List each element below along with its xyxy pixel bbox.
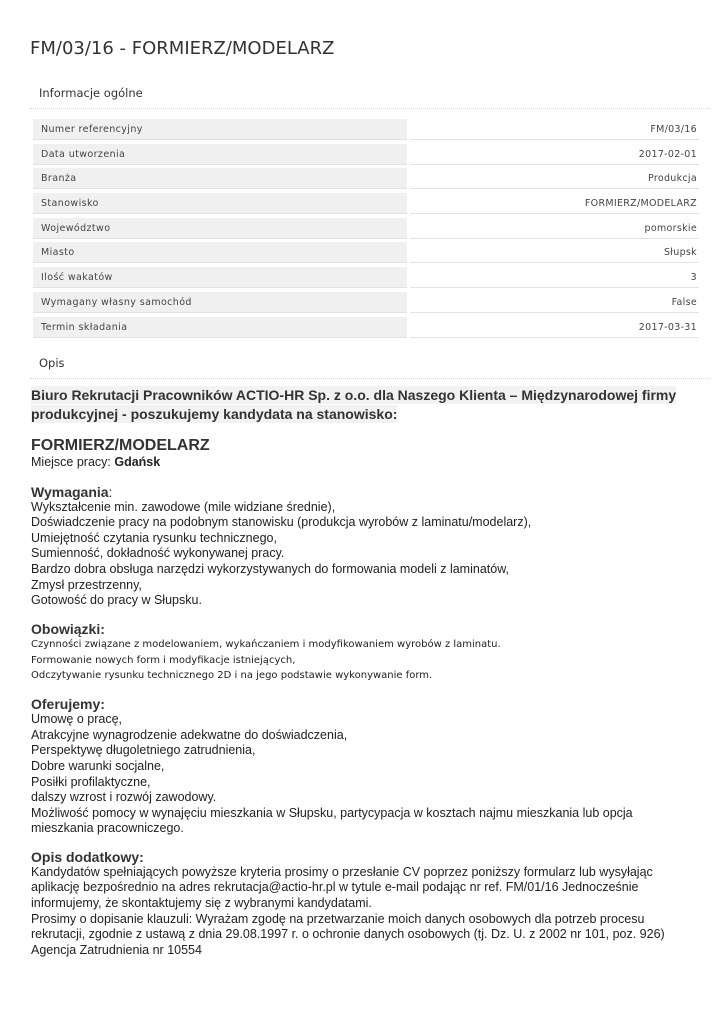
description-label: Opis: [39, 356, 65, 370]
intro-text: Biuro Rekrutacji Pracowników ACTIO-HR Sp. z o.o. dla Naszego Klienta – Międzynarodowej firmy produkcyjnej - poszukujemy kandydata na stanowisko:: [31, 387, 677, 422]
offer-heading: Oferujemy:: [31, 696, 105, 713]
info-label: Miasto: [33, 242, 407, 263]
workplace-label: Miejsce pracy:: [31, 455, 115, 469]
requirement-item: Umiejętność czytania rysunku technicznego,: [31, 530, 277, 545]
offer-item: Umowę o pracę,: [31, 712, 123, 727]
duty-item: Formowanie nowych form i modyfikacje istniejących,: [31, 654, 296, 666]
info-row: [33, 266, 699, 291]
info-row: [33, 167, 699, 192]
page-title: FM/03/16 - FORMIERZ/MODELARZ: [30, 38, 335, 59]
info-value: FM/03/16: [410, 119, 699, 140]
offer-item: Atrakcyjne wynagrodzenie adekwatne do doświadczenia,: [31, 727, 348, 742]
requirement-item: Doświadczenie pracy na podobnym stanowisku (produkcja wyrobów z laminatu/modelarz),: [31, 515, 532, 530]
info-row: [33, 241, 699, 266]
info-label: Ilość wakatów: [33, 267, 407, 288]
info-row: [33, 118, 699, 143]
info-row: [33, 192, 699, 217]
additional-heading: Opis dodatkowy:: [31, 848, 144, 865]
requirements-heading: [31, 484, 701, 500]
requirements-colon: :: [108, 483, 113, 500]
info-label: Data utworzenia: [33, 144, 407, 165]
general-info-header: [30, 82, 710, 109]
info-row: [33, 291, 699, 316]
info-label: Termin składania: [33, 317, 407, 338]
offer-item: Możliwość pomocy w wynajęciu mieszkania w Słupsku, partycypacja w kosztach najmu mieszkania lub opcja mieszkania pracowniczego.: [31, 805, 633, 836]
info-label: Wymagany własny samochód: [33, 292, 407, 313]
workplace-value: Gdańsk: [114, 455, 161, 469]
info-row: [33, 217, 699, 242]
requirement-item: Bardzo dobra obsługa narzędzi wykorzystywanych do formowania modeli z laminatów,: [31, 561, 510, 576]
info-label: Branża: [33, 168, 407, 189]
info-value: Produkcja: [410, 168, 699, 189]
requirement-item: Zmysł przestrzenny,: [31, 577, 142, 592]
job-title: FORMIERZ/MODELARZ: [31, 437, 210, 454]
requirement-item: Sumienność, dokładność wykonywanej pracy.: [31, 546, 285, 561]
duty-item: Czynności związane z modelowaniem, wykańczaniem i modyfikowaniem wyrobów z laminatu.: [31, 638, 501, 650]
duty-item: Odczytywanie rysunku technicznego 2D i na jego podstawie wykonywanie form.: [31, 670, 433, 682]
offer-item: dalszy wzrost i rozwój zawodowy.: [31, 790, 217, 805]
agency-number: Agencja Zatrudnienia nr 10554: [31, 942, 202, 957]
info-row: [33, 143, 699, 168]
info-value: False: [410, 292, 699, 313]
offer-item: Dobre warunki socjalne,: [31, 758, 165, 773]
general-info-label: Informacje ogólne: [39, 86, 143, 100]
info-table: [33, 118, 699, 340]
info-row: [33, 316, 699, 341]
requirements-heading-text: Wymagania: [31, 483, 109, 500]
info-value: FORMIERZ/MODELARZ: [410, 193, 699, 214]
offer-item: Perspektywę długoletniego zatrudnienia,: [31, 743, 256, 758]
info-value: 2017-02-01: [410, 144, 699, 165]
info-label: Numer referencyjny: [33, 119, 407, 140]
additional-text: Kandydatów spełniających powyższe kryteria prosimy o przesłanie CV poprzez poniższy formularz lub wysyłając aplikację bezpośrednio na adres rekrutacja@actio-hr.pl w tytule e-mail podając nr ref. FM/01/16 Jednocześnie informujemy, że skontaktujemy się z wybranymi kandydatami.: [31, 864, 653, 911]
description-body: [31, 386, 701, 958]
requirement-item: Wykształcenie min. zawodowe (mile widziane średnie),: [31, 499, 336, 514]
info-label: Województwo: [33, 218, 407, 239]
description-header: [30, 352, 710, 379]
info-value: Słupsk: [410, 242, 699, 263]
info-value: 3: [410, 267, 699, 288]
requirement-item: Gotowość do pracy w Słupsku.: [31, 593, 202, 608]
duties-heading: Obowiązki:: [31, 620, 105, 637]
info-value: 2017-03-31: [410, 317, 699, 338]
workplace: [31, 455, 701, 471]
info-label: Stanowisko: [33, 193, 407, 214]
info-value: pomorskie: [410, 218, 699, 239]
offer-item: Posiłki profilaktyczne,: [31, 774, 151, 789]
additional-text: Prosimy o dopisanie klauzuli: Wyrażam zgodę na przetwarzanie moich danych osobowych dla potrzeb procesu rekrutacji, zgodnie z ustawą z dnia 29.08.1997 r. o ochronie danych osobowych (tj. Dz. U. z 2002 nr 101, poz. 926): [31, 911, 665, 942]
